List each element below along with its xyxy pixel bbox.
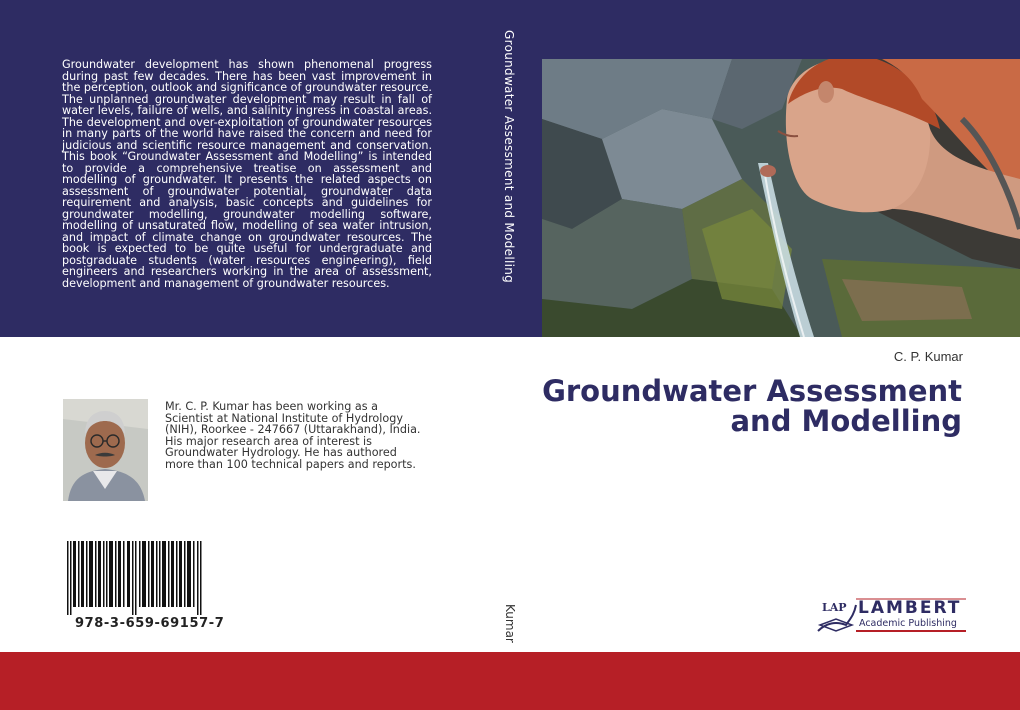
book-title: [542, 376, 962, 436]
isbn-barcode: [67, 541, 203, 615]
spine-author: Kumar: [503, 604, 517, 643]
bottom-cover-band: [0, 652, 1020, 710]
lap-logo-text: LAP: [822, 601, 847, 614]
book-title-line-2: and Modelling: [730, 404, 962, 438]
isbn-number: 978-3-659-69157-7: [75, 616, 225, 631]
book-title-line-1: Groundwater Assessment: [542, 374, 962, 408]
author-portrait: [63, 399, 148, 501]
cover-photo-drinking-from-spring: [542, 59, 1020, 337]
back-cover-blurb: Groundwater development has shown phenomenal progress during past few decades. There has been vast improvement in the perception, outlook and significance of groundwater resource. The unplanned groundwater development may result in fall of water levels, failure of wells, and salinity ingress in coastal areas. The development and over-exploitation of groundwater resources in many parts of the world have raised the concern and need for judicious and scientific resource management and conservation. This book “Groundwater Assessment and Modelling” is intended to provide a comprehensive treatise on assessment and modelling of groundwater. It presents the related aspects on assessment of groundwater potential, groundwater data requirement and analysis, basic concepts and guidelines for groundwater modelling, groundwater modelling software, modelling of unsaturated flow, modelling of sea water intrusion, and impact of climate change on groundwater resources. The book is expected to be quite useful for undergraduate and postgraduate students (water resources engineering), field engineers and researchers working in the area of assessment, development and management of groundwater resources.: [62, 58, 432, 290]
spine-title: Groundwater Assessment and Modelling: [502, 30, 516, 284]
author-biography: Mr. C. P. Kumar has been working as a Scientist at National Institute of Hydrology (NIH), Roorkee - 247667 (Uttarakhand), India. His major research area of interest is Groundwater Hydrology. He has authored more than 100 technical papers and reports.: [165, 400, 421, 471]
front-cover-author: C. P. Kumar: [893, 349, 963, 364]
publisher-name: LAMBERT: [858, 598, 962, 618]
publisher-subtitle: Academic Publishing: [859, 618, 957, 629]
